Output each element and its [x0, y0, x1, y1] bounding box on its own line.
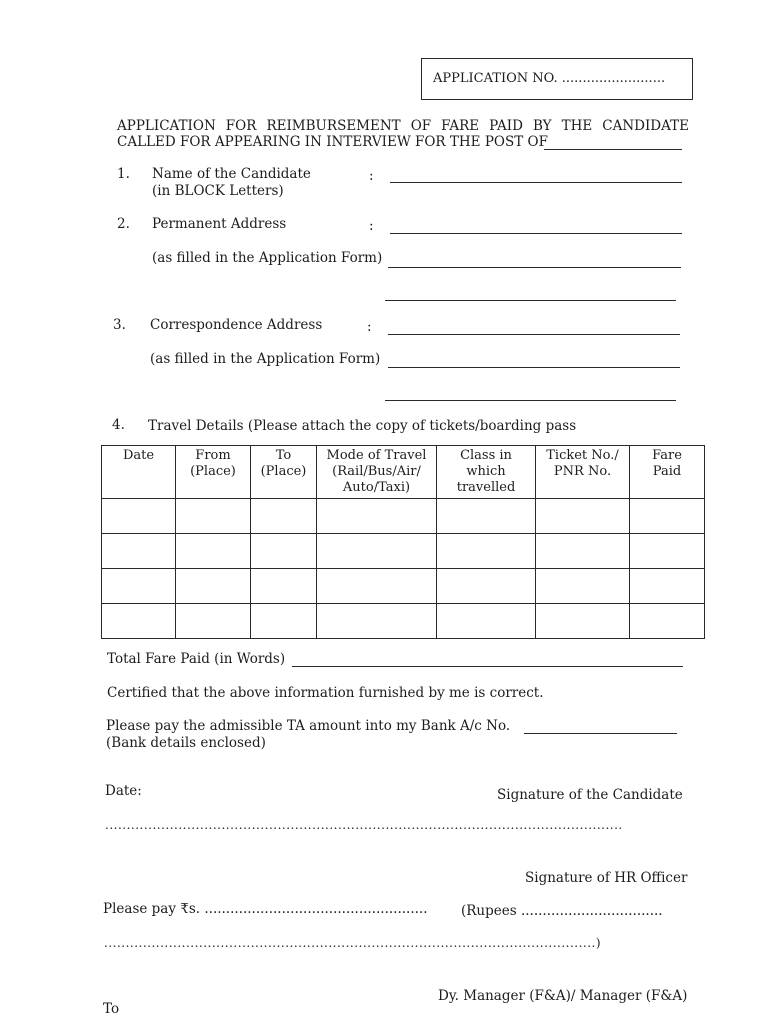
table-row: [102, 604, 705, 639]
please-pay-rupees: (Rupees .................................: [461, 903, 663, 919]
table-cell[interactable]: [536, 499, 630, 534]
application-no-label: APPLICATION NO. .........................: [433, 71, 666, 86]
table-cell[interactable]: [176, 534, 251, 569]
correspondence-address-sub: (as filled in the Application Form): [150, 351, 381, 367]
table-cell[interactable]: [251, 604, 317, 639]
travel-table-header-text: Ticket No./: [546, 448, 619, 463]
correspondence-address-line-1[interactable]: [388, 334, 680, 335]
table-cell[interactable]: [536, 534, 630, 569]
permanent-address-line-3[interactable]: [385, 300, 676, 301]
table-row: [102, 534, 705, 569]
table-cell[interactable]: [317, 534, 437, 569]
correspondence-address-colon: :: [367, 319, 372, 335]
table-cell[interactable]: [176, 604, 251, 639]
permanent-address-sub: (as filled in the Application Form): [152, 250, 383, 266]
table-cell[interactable]: [102, 499, 176, 534]
table-row: [102, 499, 705, 534]
travel-details-table: [101, 445, 705, 639]
travel-table-header-text: (Place): [260, 464, 307, 479]
table-cell[interactable]: [630, 604, 705, 639]
item-number-4: 4.: [112, 417, 125, 433]
total-fare-field-line[interactable]: [292, 666, 683, 667]
table-cell[interactable]: [251, 499, 317, 534]
travel-table-header-text: PNR No.: [553, 464, 612, 479]
hr-officer-signature-label: Signature of HR Officer: [525, 870, 688, 886]
table-cell[interactable]: [437, 569, 536, 604]
travel-table-header-4: [437, 446, 536, 499]
table-cell[interactable]: [630, 534, 705, 569]
travel-table-header-text: travelled: [456, 480, 516, 495]
travel-table-header-text: Fare: [652, 448, 682, 463]
table-cell[interactable]: [176, 569, 251, 604]
travel-table-header-3: [317, 446, 437, 499]
travel-table-header-text: (Place): [190, 464, 236, 479]
name-label-text: Name of the Candidate: [152, 166, 311, 182]
separator-dotted-line: ........................................................................................................................: [105, 818, 623, 832]
certification-text: Certified that the above information furnished by me is correct.: [107, 685, 544, 701]
travel-table-header-2: [251, 446, 317, 499]
table-cell[interactable]: [102, 569, 176, 604]
bank-account-label: Please pay the admissible TA amount into my Bank A/c No.: [106, 718, 511, 734]
travel-table-header-text: From: [195, 448, 231, 463]
name-field-line[interactable]: [390, 182, 682, 183]
table-cell[interactable]: [630, 569, 705, 604]
date-label: Date:: [105, 783, 142, 799]
table-cell[interactable]: [102, 534, 176, 569]
travel-table-header-text: which: [466, 464, 506, 479]
table-cell[interactable]: [536, 604, 630, 639]
table-cell[interactable]: [317, 499, 437, 534]
travel-table-header-0: [102, 446, 176, 499]
travel-table-header-row: [102, 446, 705, 499]
travel-table-header-text: Mode of Travel: [326, 448, 427, 463]
table-cell[interactable]: [317, 569, 437, 604]
name-colon: :: [369, 168, 374, 184]
correspondence-address-line-2[interactable]: [388, 367, 680, 368]
correspondence-address-label: Correspondence Address: [150, 317, 323, 333]
travel-table-header-6: [630, 446, 705, 499]
travel-table-header-5: [536, 446, 630, 499]
total-fare-label: Total Fare Paid (in Words): [107, 651, 286, 667]
table-row: [102, 569, 705, 604]
travel-table-header-text: Auto/Taxi): [342, 480, 411, 495]
permanent-address-label: Permanent Address: [152, 216, 287, 232]
item-number-3: 3.: [113, 317, 126, 333]
item-number-1: 1.: [117, 166, 130, 182]
candidate-signature-label: Signature of the Candidate: [497, 787, 683, 803]
post-field-line[interactable]: [544, 149, 682, 150]
name-label-sub: (in BLOCK Letters): [152, 183, 284, 199]
form-title: [117, 118, 689, 150]
travel-details-label: Travel Details (Please attach the copy of tickets/boarding pass: [148, 418, 577, 434]
please-pay-amount: Please pay ₹s. ....................................................: [103, 901, 428, 917]
correspondence-address-line-3[interactable]: [385, 400, 676, 401]
form-title-line1: APPLICATION FOR REIMBURSEMENT OF FARE PAID BY THE CANDIDATE: [117, 118, 689, 134]
to-label: To: [103, 1001, 120, 1017]
table-cell[interactable]: [536, 569, 630, 604]
item-number-2: 2.: [117, 216, 130, 232]
dy-manager-signature-label: Dy. Manager (F&A)/ Manager (F&A): [438, 988, 688, 1004]
table-cell[interactable]: [251, 534, 317, 569]
bank-account-field-line[interactable]: [524, 733, 677, 734]
table-cell[interactable]: [102, 604, 176, 639]
travel-table-header-text: Date: [122, 448, 155, 463]
travel-table-header-text: Class in: [460, 448, 512, 463]
table-cell[interactable]: [437, 534, 536, 569]
form-title-line2: CALLED FOR APPEARING IN INTERVIEW FOR THE POST OF: [117, 134, 548, 150]
permanent-address-colon: :: [369, 218, 374, 234]
name-label: [152, 166, 311, 200]
permanent-address-line-1[interactable]: [390, 233, 682, 234]
travel-table-header-text: To: [275, 448, 292, 463]
bank-details-note: (Bank details enclosed): [106, 735, 266, 751]
travel-table-header-1: [176, 446, 251, 499]
table-cell[interactable]: [317, 604, 437, 639]
table-cell[interactable]: [251, 569, 317, 604]
table-cell[interactable]: [630, 499, 705, 534]
travel-table-header-text: Paid: [652, 464, 682, 479]
table-cell[interactable]: [176, 499, 251, 534]
please-pay-words-line: ..................................................................................................................): [104, 936, 602, 950]
table-cell[interactable]: [437, 604, 536, 639]
table-cell[interactable]: [437, 499, 536, 534]
permanent-address-line-2[interactable]: [388, 267, 681, 268]
travel-table-header-text: (Rail/Bus/Air/: [332, 464, 421, 479]
